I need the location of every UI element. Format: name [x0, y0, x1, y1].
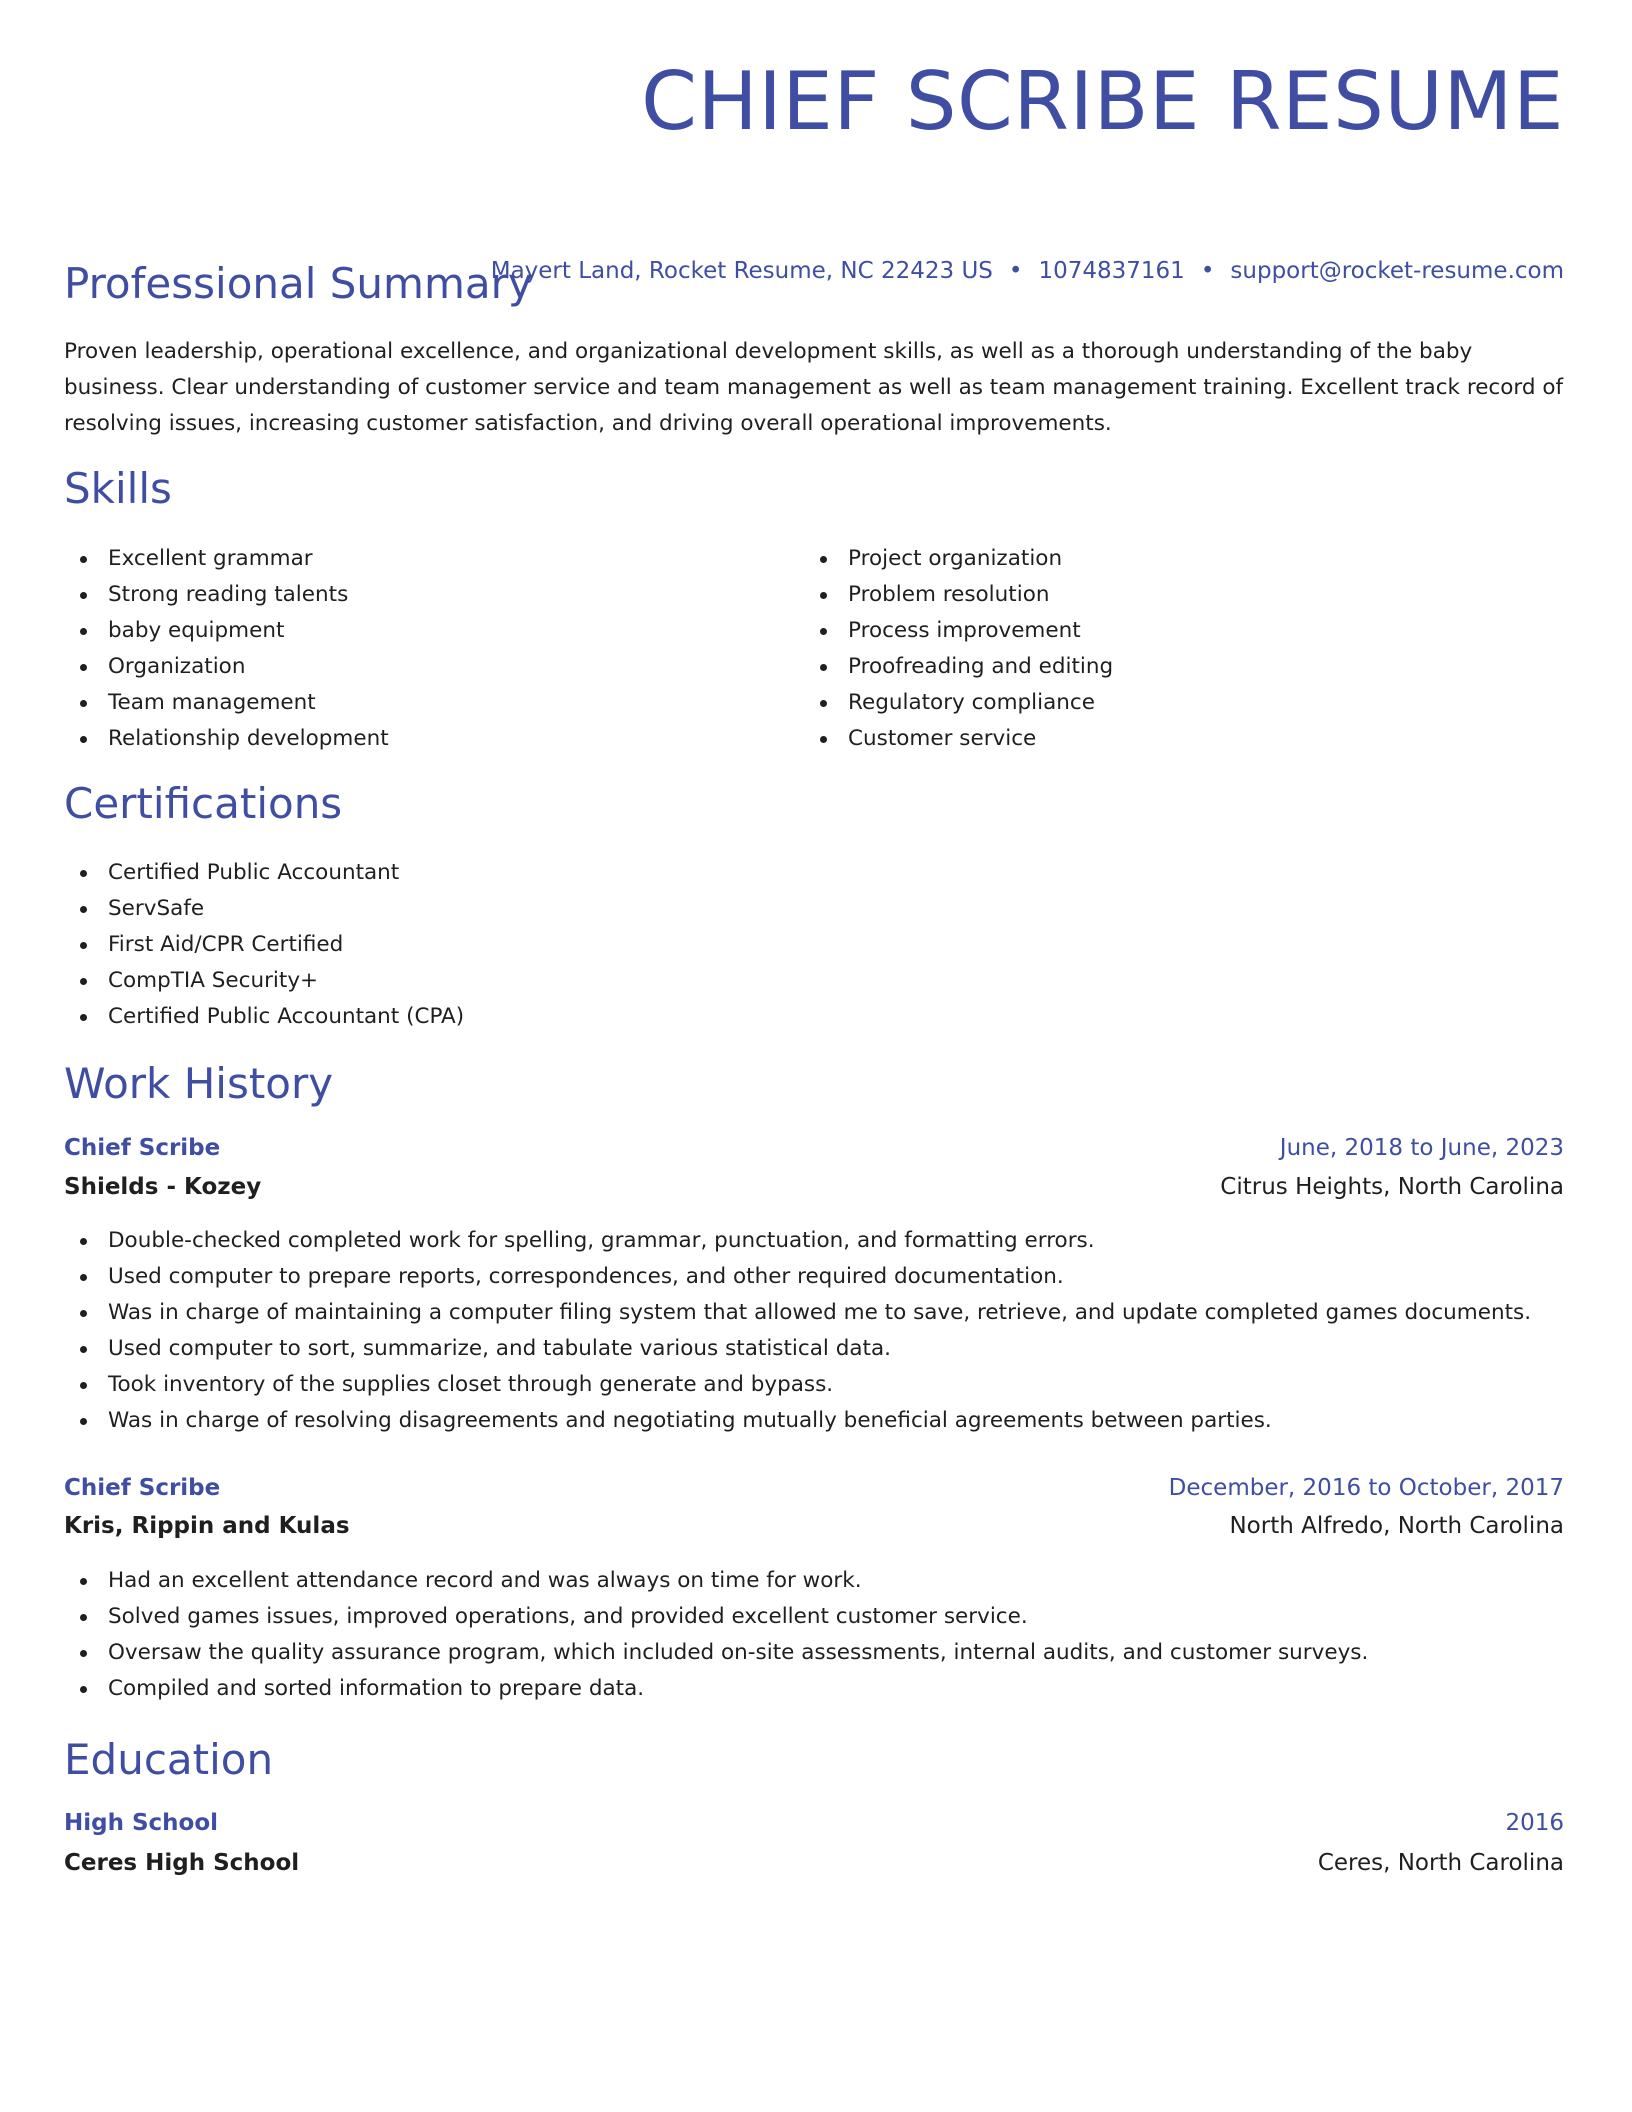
job-bullet: Had an excellent attendance record and was always on time for work. [64, 1563, 1564, 1599]
certification-item: First Aid/CPR Certified [64, 927, 1564, 963]
skill-item: Regulatory compliance [804, 685, 1544, 721]
resume-name: CHIEF SCRIBE RESUME [641, 55, 1564, 148]
job-bullet: Oversaw the quality assurance program, which included on-site assessments, internal audits, and customer surveys. [64, 1635, 1564, 1671]
certification-item: CompTIA Security+ [64, 963, 1564, 999]
skill-item: Process improvement [804, 613, 1544, 649]
skill-item: Problem resolution [804, 577, 1544, 613]
resume-page [64, 0, 1564, 1876]
job-bullet-list [64, 1223, 1564, 1439]
job-bullet-list [64, 1563, 1564, 1707]
job-bullet: Was in charge of resolving disagreements and negotiating mutually beneficial agreements between parties. [64, 1403, 1564, 1439]
skill-item: Customer service [804, 721, 1544, 757]
skill-item: Excellent grammar [64, 541, 804, 577]
education-school: Ceres High School [64, 1850, 300, 1876]
summary-text: Proven leadership, operational excellence, and organizational development skills, as well as a thorough understanding of the baby business. Clear understanding of customer service and team management as well as team management training. Excellent track record of resolving issues, increasing customer satisfaction, and driving overall operational improvements. [64, 339, 1564, 436]
education-location: Ceres, North Carolina [1317, 1850, 1564, 1876]
section-title-summary: Professional Summary [64, 259, 533, 308]
job-bullet: Used computer to sort, summarize, and tabulate various statistical data. [64, 1331, 1564, 1367]
education-header-row [64, 1810, 1564, 1844]
job-header-row [64, 1135, 1564, 1169]
contact-email[interactable]: support@rocket-resume.com [1230, 258, 1564, 284]
contact-address: Mayert Land, Rocket Resume, NC 22423 US [490, 258, 993, 284]
contact-separator: • [1200, 258, 1215, 284]
skill-item: baby equipment [64, 613, 804, 649]
resume-header [64, 0, 1564, 152]
job-bullet: Compiled and sorted information to prepare data. [64, 1671, 1564, 1707]
education-degree: High School [64, 1810, 219, 1836]
skill-item: Project organization [804, 541, 1544, 577]
job-bullet: Solved games issues, improved operations, and provided excellent customer service. [64, 1599, 1564, 1635]
certification-item: ServSafe [64, 891, 1564, 927]
job-header-row [64, 1475, 1564, 1509]
certifications-list [64, 855, 1564, 1035]
skill-item: Relationship development [64, 721, 804, 757]
job-company-row [64, 1174, 1564, 1208]
job-location: Citrus Heights, North Carolina [1220, 1174, 1564, 1200]
contact-line [491, 256, 1564, 286]
job-dates: December, 2016 to October, 2017 [1168, 1475, 1564, 1501]
contact-phone: 1074837161 [1038, 258, 1185, 284]
job-dates: June, 2018 to June, 2023 [1279, 1135, 1564, 1161]
certifications-block [64, 855, 1564, 1035]
skill-item: Team management [64, 685, 804, 721]
certification-item: Certified Public Accountant (CPA) [64, 999, 1564, 1035]
job-title: Chief Scribe [64, 1475, 221, 1501]
job-bullet: Was in charge of maintaining a computer filing system that allowed me to save, retrieve, and update completed games documents. [64, 1295, 1564, 1331]
section-title-work-history: Work History [64, 1059, 334, 1108]
job-title: Chief Scribe [64, 1135, 221, 1161]
certification-item: Certified Public Accountant [64, 855, 1564, 891]
education-school-row [64, 1850, 1564, 1884]
job-location: North Alfredo, North Carolina [1229, 1513, 1564, 1539]
job-bullet: Used computer to prepare reports, correspondences, and other required documentation. [64, 1259, 1564, 1295]
job-company: Kris, Rippin and Kulas [64, 1513, 350, 1539]
skills-list-right [804, 541, 1544, 757]
job-company-row [64, 1513, 1564, 1547]
job-company: Shields - Kozey [64, 1174, 262, 1200]
job-bullets-block [64, 1563, 1564, 1707]
skill-item: Strong reading talents [64, 577, 804, 613]
section-title-education: Education [64, 1735, 274, 1784]
skill-item: Organization [64, 649, 804, 685]
section-title-skills: Skills [64, 464, 172, 513]
education-year: 2016 [1505, 1810, 1564, 1836]
job-bullet: Double-checked completed work for spelling, grammar, punctuation, and formatting errors. [64, 1223, 1564, 1259]
contact-separator: • [1008, 258, 1023, 284]
section-title-certifications: Certifications [64, 779, 343, 828]
skills-list-left [64, 541, 804, 757]
skill-item: Proofreading and editing [804, 649, 1544, 685]
job-bullet: Took inventory of the supplies closet through generate and bypass. [64, 1367, 1564, 1403]
skills-column-left [64, 541, 804, 757]
job-bullets-block [64, 1223, 1564, 1439]
skills-column-right [804, 541, 1544, 757]
